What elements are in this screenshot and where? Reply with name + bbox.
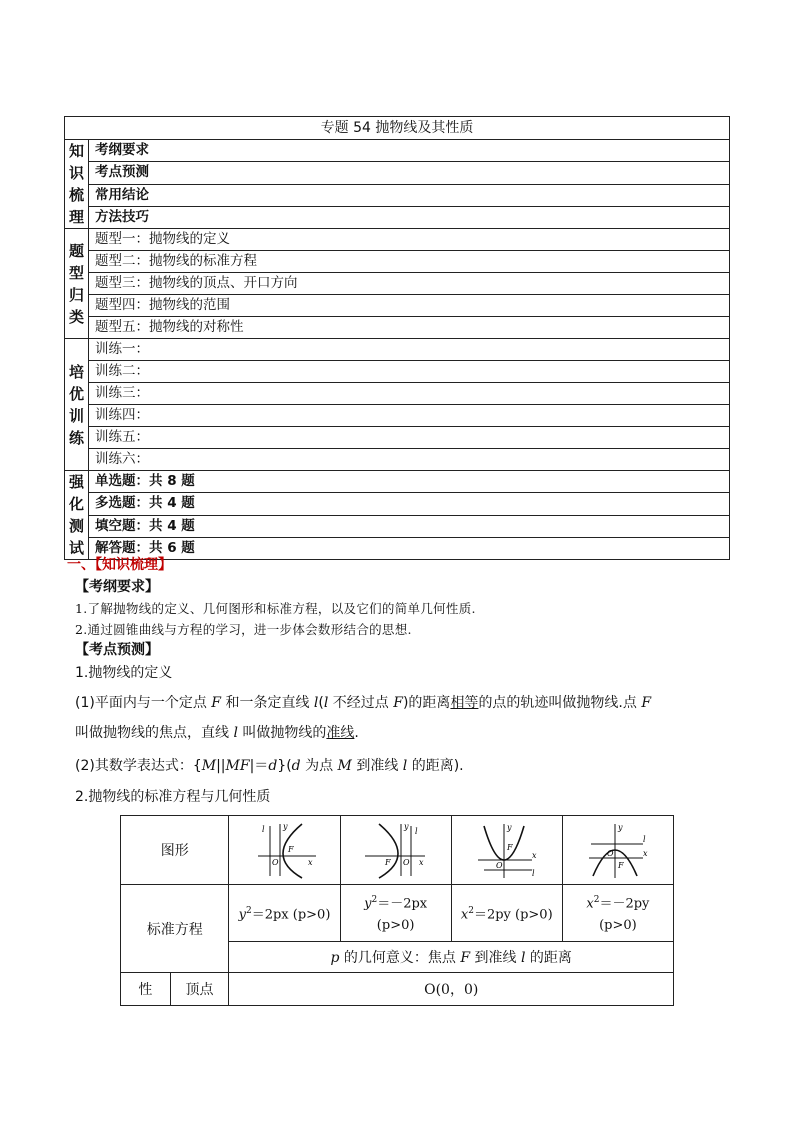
eq-rhs: ＝2px (p>0) — [251, 907, 331, 923]
label-f: F — [287, 845, 294, 854]
category-char: 类 — [68, 307, 84, 326]
text-span: 到准线 — [351, 758, 403, 774]
kaogang-item-1: 1.了解抛物线的定义、几何图形和标准方程，以及它们的简单几何性质. — [75, 601, 476, 616]
outline-row — [65, 449, 730, 471]
text-span: 不经过点 — [328, 695, 394, 711]
outline-item: 题型四：抛物线的范围 — [89, 295, 730, 317]
eq-var: y — [238, 907, 246, 923]
category-char: 练 — [68, 428, 84, 447]
text-span: 叫做抛物线的 — [237, 725, 327, 741]
equation-down — [562, 885, 673, 942]
eq-cond: (p>0) — [599, 918, 637, 934]
kaogang-item-2: 2.通过圆锥曲线与方程的学习，进一步体会数形结合的思想. — [75, 622, 412, 637]
math-l: l — [233, 725, 238, 741]
category-char: 型 — [68, 263, 84, 282]
label-x: x — [418, 858, 424, 867]
label-l: l — [642, 835, 646, 844]
kaodian-heading: 【考点预测】 — [75, 642, 159, 658]
outline-item: 训练三： — [89, 383, 730, 405]
eq-exp: 2 — [245, 905, 252, 916]
math-f: F — [460, 950, 471, 966]
outline-row — [65, 339, 730, 361]
outline-row — [65, 251, 730, 273]
outline-item: 考点预测 — [89, 162, 730, 184]
property-label: 性 — [121, 973, 171, 1006]
outline-row — [65, 515, 730, 537]
math-d: d — [291, 758, 301, 774]
text-span: 的距离 — [525, 950, 572, 966]
definition-title: 1.抛物线的定义 — [75, 665, 173, 681]
outline-row — [65, 229, 730, 251]
parabola-left-diagram — [361, 820, 431, 880]
math-m: M — [201, 758, 217, 774]
math-f: F — [211, 695, 221, 711]
vertex-label: 顶点 — [170, 973, 229, 1006]
section-title: 一、【知识梳理】 — [67, 557, 172, 573]
kaogang-heading: 【考纲要求】 — [75, 579, 159, 595]
graph-down-opening — [562, 816, 673, 885]
outline-item: 训练四： — [89, 405, 730, 427]
eq-var: x — [586, 896, 594, 912]
outline-row — [65, 383, 730, 405]
label-f: F — [384, 858, 391, 867]
category-char: 训 — [68, 406, 84, 425]
text-span: (1)平面内与一个定点 — [75, 695, 212, 711]
label-y: y — [282, 822, 288, 831]
outline-item: 多选题：共 4 题 — [89, 493, 730, 515]
outline-row — [65, 493, 730, 515]
definition-line-1 — [75, 692, 651, 712]
label-f: F — [617, 861, 624, 870]
outline-item: 训练一： — [89, 339, 730, 361]
outline-item: 训练六： — [89, 449, 730, 471]
label-l: l — [261, 825, 265, 834]
label-x: x — [642, 849, 648, 858]
graph-row-label: 图形 — [121, 816, 229, 885]
label-x: x — [531, 851, 537, 860]
math-p: p — [330, 950, 340, 966]
outline-item: 方法技巧 — [89, 206, 730, 228]
category-char: 优 — [68, 384, 84, 403]
standard-title: 2.抛物线的标准方程与几何性质 — [75, 789, 271, 805]
math-mf: MF — [225, 758, 250, 774]
eq-exp: 2 — [593, 894, 600, 905]
category-char: 知 — [68, 142, 84, 160]
underlined-term: 准线 — [326, 725, 355, 741]
outline-row — [65, 471, 730, 493]
text-span: 和一条定直线 — [221, 695, 314, 711]
eq-rhs: ＝2py (p>0) — [473, 907, 553, 923]
category-char: 归 — [68, 285, 84, 304]
label-l: l — [414, 827, 418, 836]
eq-cond: (p>0) — [376, 918, 415, 934]
label-o: O — [495, 861, 503, 870]
outline-category — [65, 339, 89, 471]
category-char: 培 — [68, 362, 84, 381]
label-o: O — [402, 858, 410, 867]
parabola-up-diagram — [472, 820, 542, 880]
parabola-right-diagram — [250, 820, 320, 880]
label-f: F — [506, 843, 513, 852]
outline-item: 常用结论 — [89, 184, 730, 206]
text-span: 叫做抛物线的焦点，直线 — [75, 725, 234, 741]
outline-item: 考纲要求 — [89, 140, 730, 162]
text-span: 到准线 — [470, 950, 521, 966]
equation-left — [340, 885, 451, 942]
math-f: F — [393, 695, 403, 711]
outline-table — [64, 116, 730, 560]
eq-rhs: ＝－2px — [377, 896, 428, 912]
text-span: 为点 — [300, 758, 338, 774]
category-char: 测 — [68, 517, 84, 535]
outline-item: 题型三：抛物线的顶点、开口方向 — [89, 273, 730, 295]
text-span: 的距离). — [407, 758, 464, 774]
math-l: l — [313, 695, 319, 711]
eq-var: y — [364, 896, 372, 912]
outline-row — [65, 273, 730, 295]
eq-var: x — [460, 907, 469, 923]
math-l: l — [521, 950, 526, 966]
outline-row — [65, 317, 730, 339]
vertex-value: O(0，0) — [229, 973, 674, 1006]
outline-item: 单选题：共 8 题 — [89, 471, 730, 493]
definition-line-2 — [75, 722, 359, 742]
category-char: 梳 — [68, 186, 84, 204]
category-char: 理 — [68, 208, 84, 226]
outline-item: 题型五：抛物线的对称性 — [89, 317, 730, 339]
label-y: y — [506, 823, 512, 832]
parabola-down-diagram — [583, 820, 653, 880]
text-span: || — [216, 758, 226, 774]
outline-row — [65, 140, 730, 162]
outline-row — [65, 361, 730, 383]
outline-item: 题型一：抛物线的定义 — [89, 229, 730, 251]
text-span: 的几何意义：焦点 — [339, 950, 461, 966]
eq-rhs: ＝－2py — [599, 896, 650, 912]
math-f: F — [641, 695, 652, 711]
underlined-term: 相等 — [450, 695, 479, 711]
outline-row — [65, 295, 730, 317]
outline-row — [65, 162, 730, 184]
math-l: l — [402, 758, 408, 774]
outline-category — [65, 140, 89, 229]
category-char: 试 — [68, 539, 84, 557]
text-span: |＝ — [249, 758, 269, 774]
p-meaning — [229, 942, 674, 973]
category-char: 题 — [68, 241, 84, 260]
outline-row — [65, 427, 730, 449]
eq-exp: 2 — [468, 905, 474, 916]
eq-exp: 2 — [371, 894, 378, 905]
math-d: d — [268, 758, 278, 774]
expression-line — [75, 755, 464, 775]
category-char: 强 — [68, 473, 84, 491]
label-l: l — [531, 869, 535, 878]
equation-right — [229, 885, 340, 942]
label-y: y — [403, 822, 409, 831]
equation-row-label: 标准方程 — [121, 885, 229, 973]
graph-up-opening — [451, 816, 562, 885]
math-l: l — [323, 695, 329, 711]
outline-row — [65, 405, 730, 427]
outline-item: 题型二：抛物线的标准方程 — [89, 251, 730, 273]
label-o: O — [271, 858, 279, 867]
text-span: ( — [318, 695, 324, 711]
equation-up — [451, 885, 562, 942]
math-m: M — [337, 758, 352, 774]
text-span: }( — [277, 758, 292, 774]
outline-item: 填空题：共 4 题 — [89, 515, 730, 537]
outline-item: 训练五： — [89, 427, 730, 449]
outline-row — [65, 206, 730, 228]
outline-item: 解答题：共 6 题 — [89, 537, 730, 559]
parabola-properties-table — [120, 815, 674, 1006]
category-char: 化 — [68, 495, 84, 513]
outline-row — [65, 184, 730, 206]
label-x: x — [307, 858, 313, 867]
text-span: . — [354, 725, 359, 741]
text-span: )的距离 — [402, 695, 451, 711]
label-o: O — [606, 849, 614, 858]
graph-right-opening — [229, 816, 340, 885]
category-char: 识 — [68, 164, 84, 182]
outline-title: 专题 54 抛物线及其性质 — [65, 117, 730, 140]
text-span: 的点的轨迹叫做抛物线.点 — [478, 695, 642, 711]
text-span: (2)其数学表达式：{ — [75, 758, 202, 774]
outline-category — [65, 229, 89, 339]
outline-category — [65, 471, 89, 560]
outline-item: 训练二： — [89, 361, 730, 383]
graph-left-opening — [340, 816, 451, 885]
label-y: y — [617, 823, 623, 832]
